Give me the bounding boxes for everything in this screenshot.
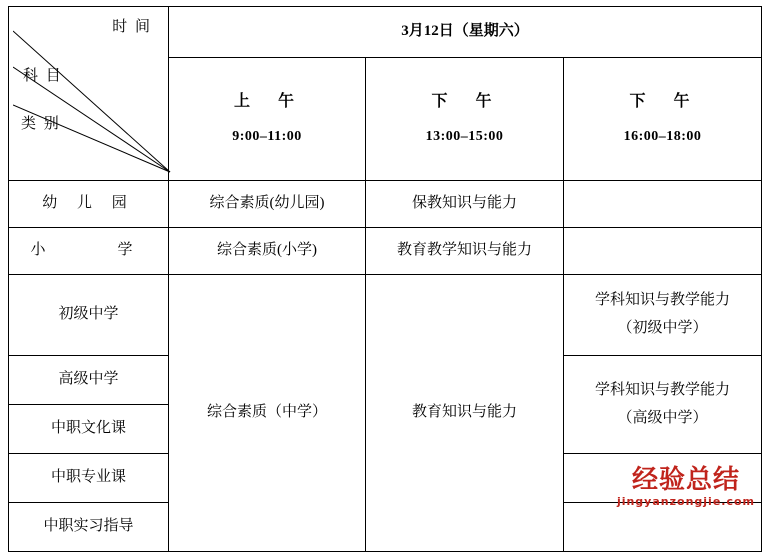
slot-header-afternoon-2 — [564, 58, 762, 181]
watermark-sub-text: jingyanzongjie.com — [616, 495, 755, 508]
corner-time-label: 时 间 — [112, 19, 152, 35]
subject-primary-morning: 综合素质(小学) — [169, 228, 366, 275]
subject-senior-high-afternoon-2-line2: （高级中学） — [617, 409, 708, 426]
category-vocational-culture: 中职文化课 — [9, 405, 169, 454]
corner-type-label: 类 别 — [21, 116, 61, 132]
table-row — [9, 181, 762, 228]
subject-primary-afternoon-1: 教育教学知识与能力 — [366, 228, 564, 275]
exam-date-title: 3月12日（星期六） — [169, 7, 762, 58]
watermark-main-text: 经验总结 — [631, 465, 740, 495]
corner-diagonal-container — [13, 9, 164, 178]
subject-vocational-internship-afternoon-2 — [564, 503, 762, 552]
subject-secondary-afternoon-1: 教育知识与能力 — [366, 275, 564, 552]
table-header-row-date — [9, 7, 762, 58]
exam-schedule-table — [8, 6, 762, 552]
subject-junior-high-afternoon-2-line2: （初级中学） — [617, 320, 708, 336]
slot-header-morning — [169, 58, 366, 181]
slot-time-afternoon-1: 13:00–15:00 — [425, 129, 504, 145]
subject-senior-high-afternoon-2 — [564, 356, 762, 454]
slot-time-morning: 9:00–11:00 — [232, 129, 302, 145]
slot-header-afternoon-1 — [366, 58, 564, 181]
slot-name-morning: 上 午 — [233, 93, 300, 111]
subject-vocational-major-afternoon-2 — [564, 454, 762, 503]
category-vocational-internship: 中职实习指导 — [9, 503, 169, 552]
slot-name-afternoon-2: 下 午 — [629, 93, 696, 111]
category-kindergarten: 幼 儿 园 — [9, 181, 169, 228]
subject-junior-high-afternoon-2 — [564, 275, 762, 356]
category-junior-high: 初级中学 — [9, 275, 169, 356]
slot-time-afternoon-2: 16:00–18:00 — [623, 129, 702, 145]
category-vocational-major: 中职专业课 — [9, 454, 169, 503]
table-row — [9, 275, 762, 356]
subject-senior-high-afternoon-2-line1: 学科知识与教学能力 — [595, 381, 731, 398]
subject-secondary-morning: 综合素质（中学） — [169, 275, 366, 552]
slot-name-afternoon-1: 下 午 — [431, 93, 498, 111]
table-row — [9, 228, 762, 275]
subject-kindergarten-afternoon-2 — [564, 181, 762, 228]
subject-primary-afternoon-2 — [564, 228, 762, 275]
subject-kindergarten-morning: 综合素质(幼儿园) — [169, 181, 366, 228]
subject-kindergarten-afternoon-1: 保教知识与能力 — [366, 181, 564, 228]
corner-header-cell — [9, 7, 169, 181]
category-primary: 小 学 — [9, 228, 169, 275]
corner-subject-label: 科 目 — [23, 68, 63, 84]
subject-junior-high-afternoon-2-line1: 学科知识与教学能力 — [595, 292, 731, 309]
category-senior-high: 高级中学 — [9, 356, 169, 405]
